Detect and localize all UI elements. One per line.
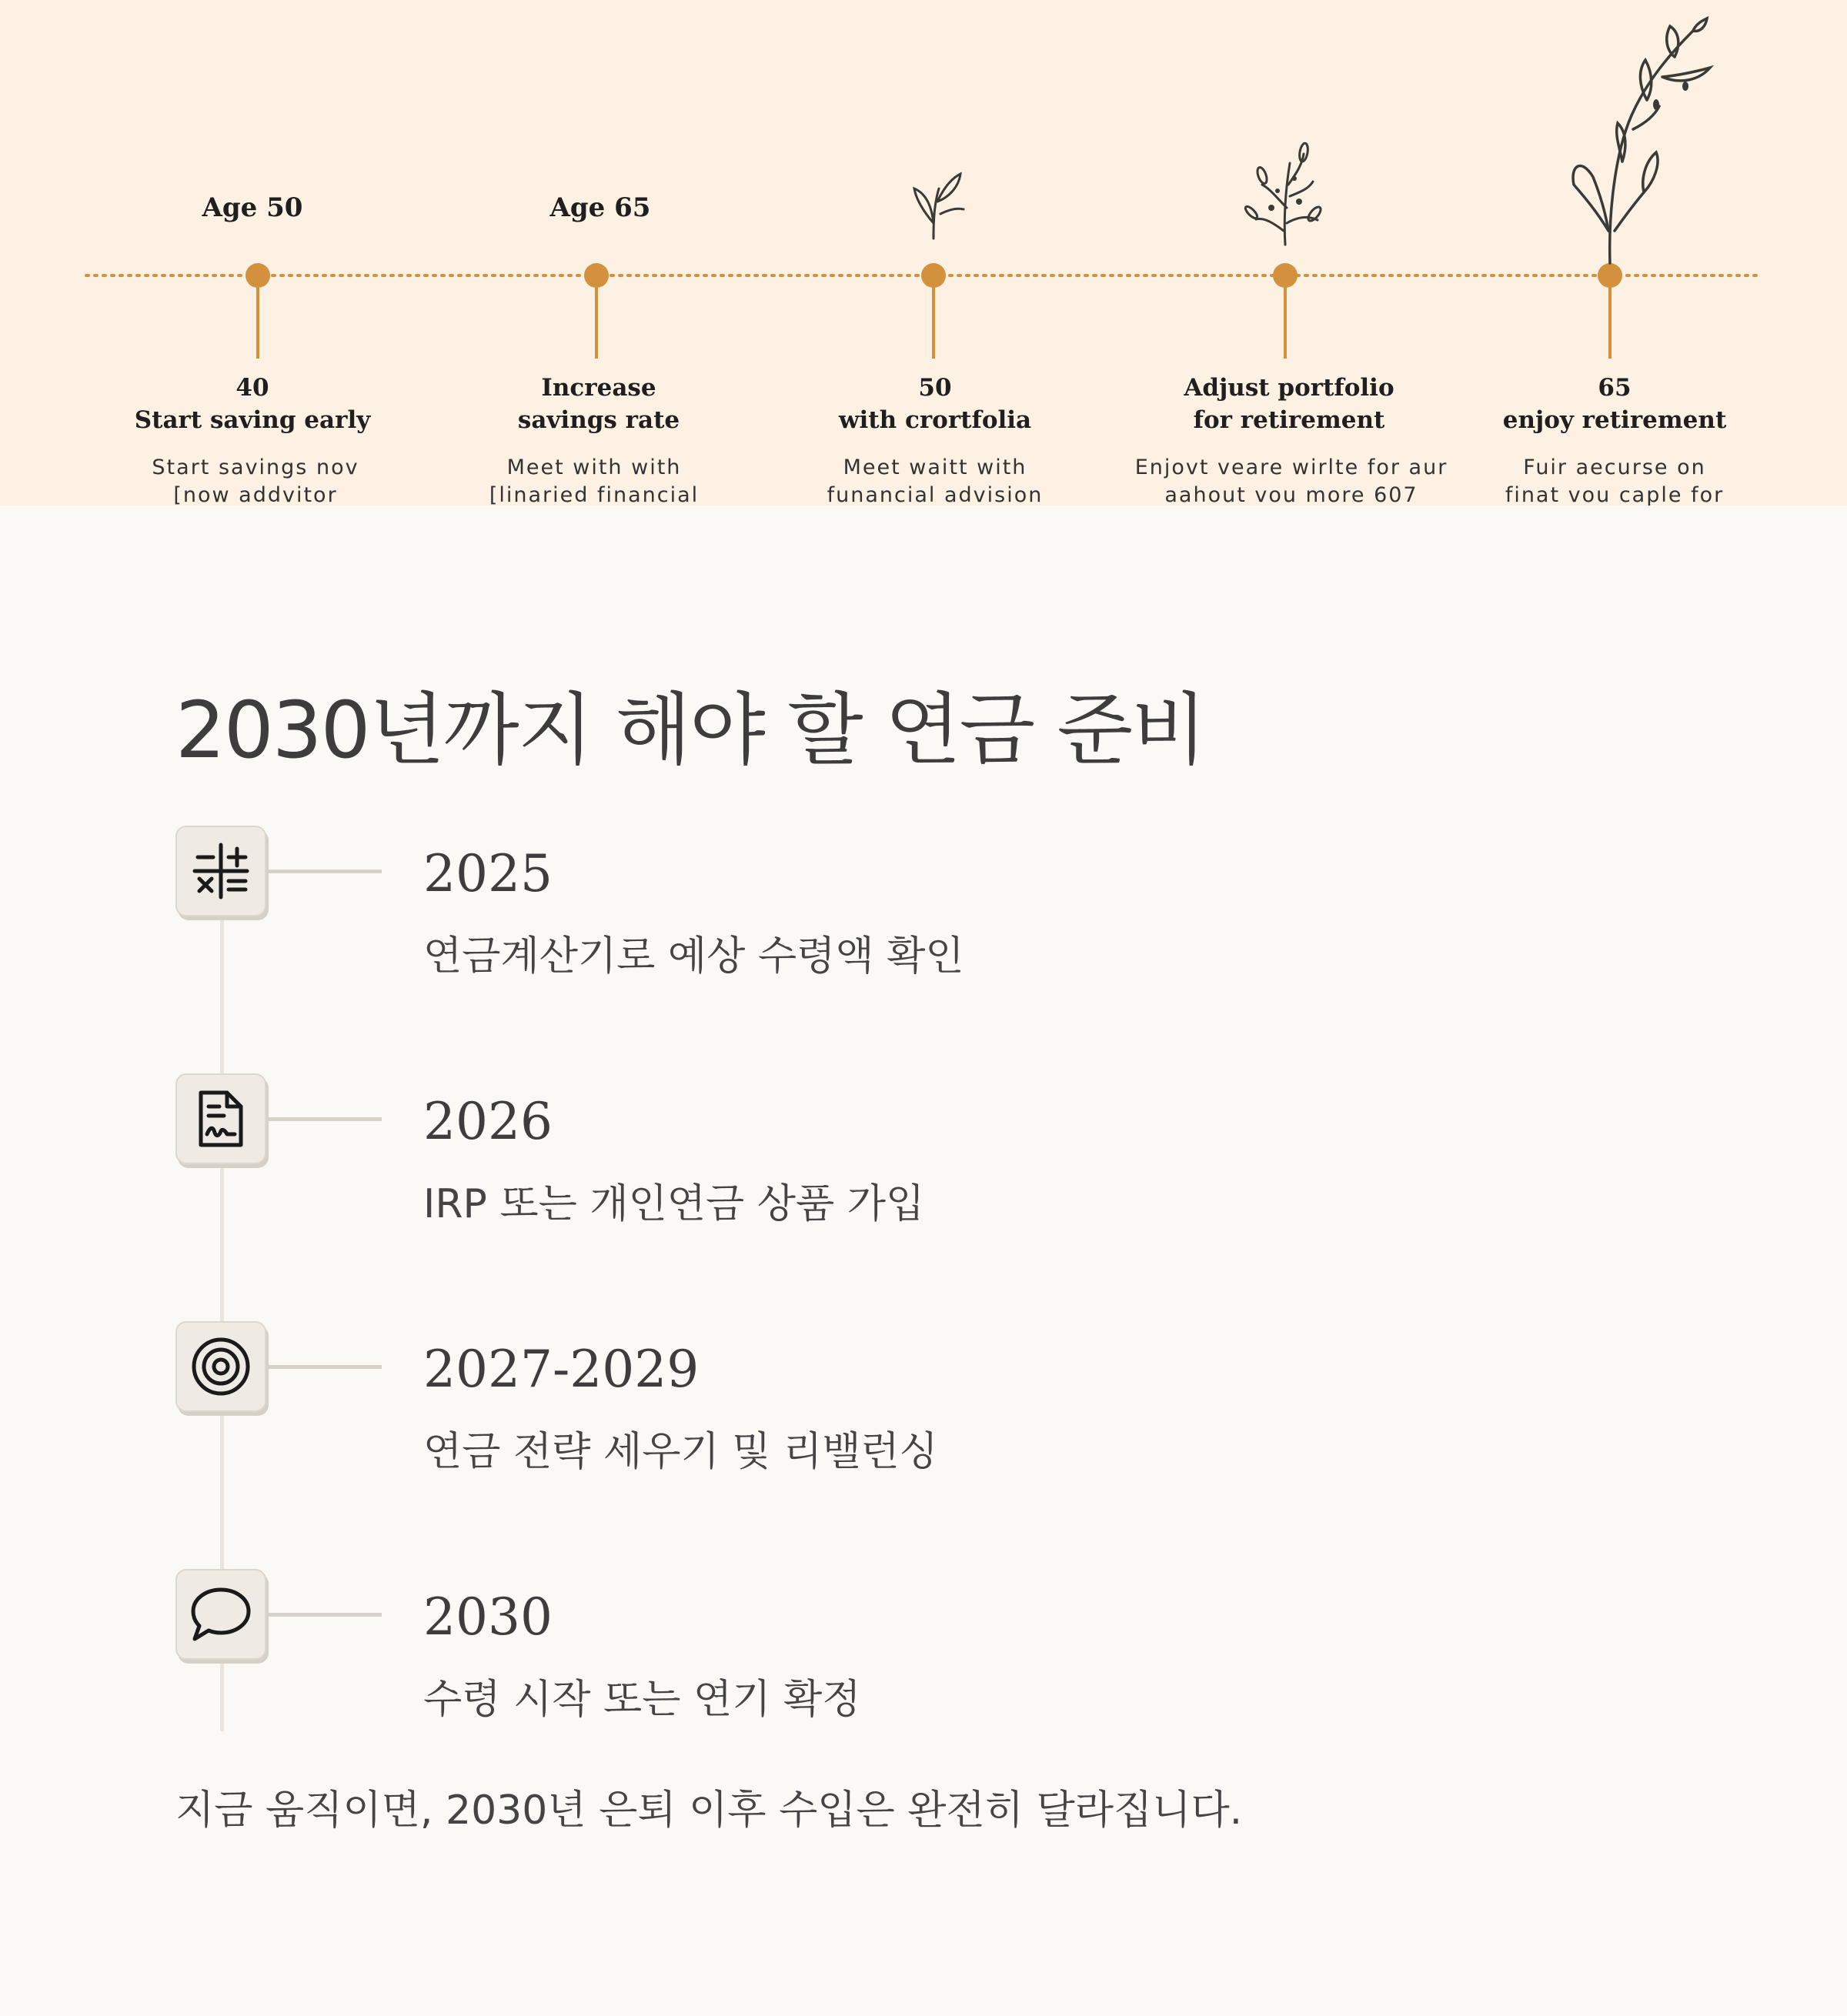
- stage-age-label: Age 65: [549, 192, 651, 223]
- stage-description: [1445, 454, 1784, 506]
- stage-title: [429, 372, 768, 436]
- step-connector: [268, 1365, 382, 1369]
- timeline-step: [0, 1569, 1847, 1769]
- stage-title: [766, 372, 1104, 436]
- stage-desc-line: Enjovt veare wirlte for aur: [1134, 456, 1448, 479]
- step-description: 수령 시작 또는 연기 확정: [423, 1677, 861, 1723]
- step-year: 2030: [423, 1587, 553, 1647]
- timeline-step: [0, 1321, 1847, 1521]
- step-description: IRP 또는 개인연금 상품 가입: [423, 1181, 925, 1227]
- stage-title-line: for retirement: [1193, 406, 1385, 434]
- timeline-step: [0, 1073, 1847, 1273]
- step-year: 2026: [423, 1092, 553, 1151]
- stage-description: [766, 454, 1104, 506]
- stage-title-line: savings rate: [517, 406, 680, 434]
- step-year: 2027-2029: [423, 1340, 700, 1399]
- stage-title-line: Start saving early: [134, 406, 371, 434]
- timeline-dot: [584, 263, 609, 288]
- stage-desc-line: [linaried financial: [489, 483, 700, 506]
- stage-title-line: 50: [918, 374, 952, 402]
- plant-large-icon: [1573, 18, 1710, 263]
- page-title: 2030년까지 해야 할 연금 준비: [175, 685, 1206, 776]
- stage-desc-line: Meet waitt with: [843, 456, 1027, 479]
- stage-title-line: with crortfolia: [838, 406, 1032, 434]
- stage-title-line: enjoy retirement: [1502, 406, 1727, 434]
- stage-desc-line: Fuir aecurse on: [1523, 456, 1706, 479]
- stage-description: [425, 454, 763, 506]
- stage-title-line: Increase: [541, 374, 656, 402]
- stage-desc-line: [now addvitor: [173, 483, 338, 506]
- target-icon: [175, 1321, 266, 1412]
- timeline-dot: [245, 263, 270, 288]
- stage-description: [86, 454, 425, 506]
- hero-banner: [0, 0, 1847, 506]
- step-description: 연금계산기로 예상 수령액 확인: [423, 933, 964, 980]
- stage-title-line: 40: [235, 374, 269, 402]
- document-icon: [175, 1073, 266, 1164]
- chat-bubble-icon: [175, 1569, 266, 1660]
- timeline-step: [0, 826, 1847, 1026]
- step-year: 2025: [423, 844, 553, 903]
- timeline-dot: [921, 263, 946, 288]
- timeline-dot: [1273, 263, 1298, 288]
- stage-title-line: Adjust portfolio: [1184, 374, 1394, 402]
- stage-age-label: Age 50: [202, 192, 303, 223]
- sprout-medium-icon: [1244, 142, 1323, 245]
- stage-desc-line: Start savings nov: [152, 456, 359, 479]
- step-connector: [268, 1613, 382, 1617]
- sprout-small-icon: [914, 174, 964, 239]
- stage-description: [1099, 454, 1484, 506]
- step-connector: [268, 1117, 382, 1121]
- stage-desc-line: finat vou caple for: [1505, 483, 1725, 506]
- stage-desc-line: funancial advision: [827, 483, 1044, 506]
- stage-title: [1445, 372, 1784, 436]
- stage-title: [83, 372, 422, 436]
- footer-message: 지금 움직이면, 2030년 은퇴 이후 수입은 완전히 달라집니다.: [175, 1787, 1243, 1834]
- stage-title: [1120, 372, 1458, 436]
- timeline-dot: [1598, 263, 1622, 288]
- stage-desc-line: Meet with with: [506, 456, 682, 479]
- stage-title-line: 65: [1598, 374, 1632, 402]
- step-description: 연금 전략 세우기 및 리밸런싱: [423, 1429, 938, 1475]
- step-connector: [268, 869, 382, 873]
- calculator-icon: [175, 826, 266, 916]
- stage-desc-line: aahout vou more 607: [1164, 483, 1418, 506]
